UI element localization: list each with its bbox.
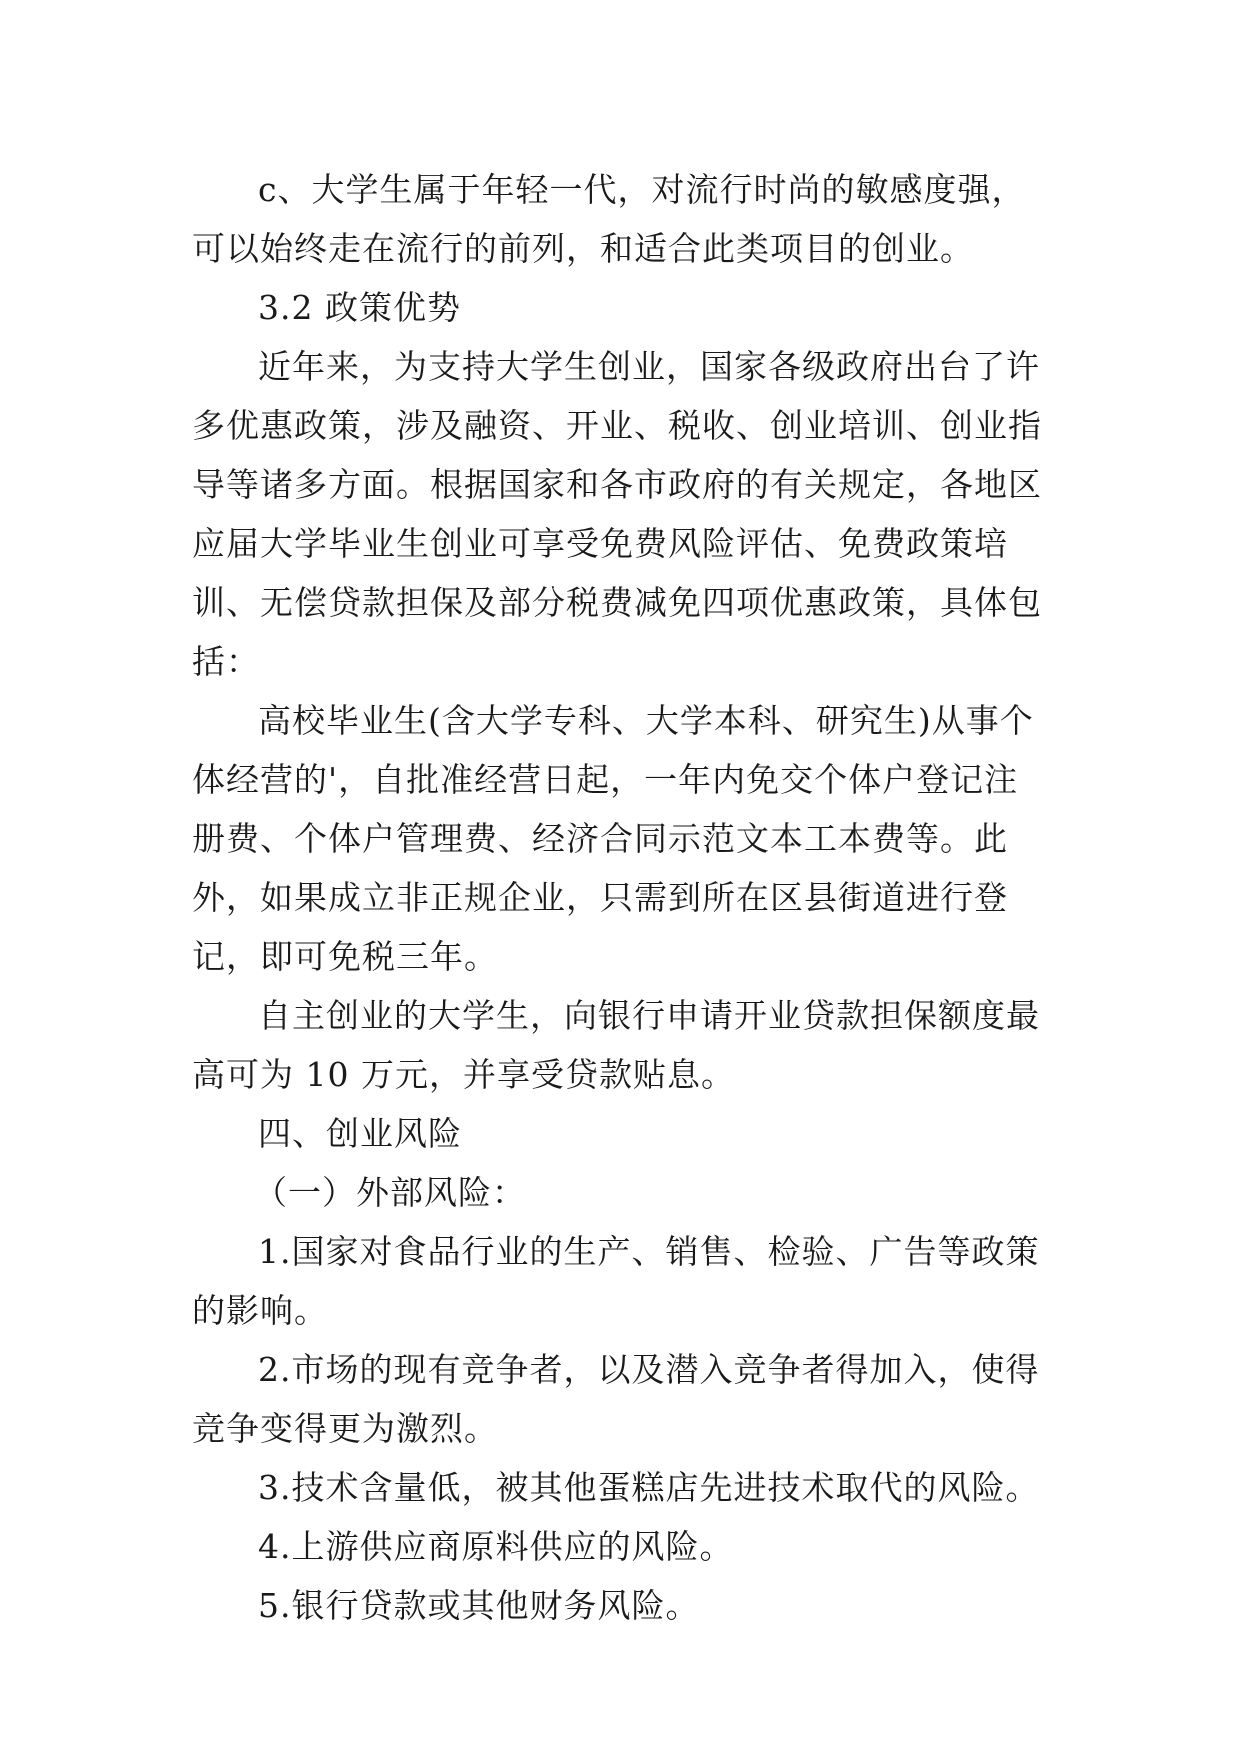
document-body [192,160,1052,1635]
list-item-risk-4: 4.上游供应商原料供应的风险。 [258,1527,734,1566]
list-item-risk-5: 5.银行贷款或其他财务风险。 [258,1586,700,1625]
section-heading-policy-advantage: 3.2 政策优势 [258,288,461,327]
paragraph-c-young-generation: c、大学生属于年轻一代，对流行时尚的敏感度强，可以始终走在流行的前列，和适合此类项目的创业。 [192,170,1026,268]
list-item-risk-1: 1.国家对食品行业的生产、销售、检验、广告等政策的影响。 [192,1232,1040,1330]
list-item-risk-2: 2.市场的现有竞争者，以及潜入竞争者得加入，使得竞争变得更为激烈。 [192,1350,1040,1448]
paragraph-graduate-exemptions: 高校毕业生(含大学专科、大学本科、研究生)从事个体经营的'，自批准经营日起，一年内免交个体户登记注册费、个体户管理费、经济合同示范文本工本费等。此外，如果成立非正规企业，只需到所在区县街道进行登记，即可免税三年。 [192,701,1034,976]
subsection-heading-external-risk: （一）外部风险： [254,1173,526,1212]
section-heading-business-risk: 四、创业风险 [258,1114,462,1153]
paragraph-policy-overview: 近年来，为支持大学生创业，国家各级政府出台了许多优惠政策，涉及融资、开业、税收、创业培训、创业指导等诸多方面。根据国家和各市政府的有关规定，各地区应届大学毕业生创业可享受免费风险评估、免费政策培训、无偿贷款担保及部分税费减免四项优惠政策，具体包括： [192,347,1042,681]
list-item-risk-3: 3.技术含量低，被其他蛋糕店先进技术取代的风险。 [258,1468,1040,1507]
paragraph-loan-guarantee: 自主创业的大学生，向银行申请开业贷款担保额度最高可为 10 万元，并享受贷款贴息。 [192,996,1040,1094]
